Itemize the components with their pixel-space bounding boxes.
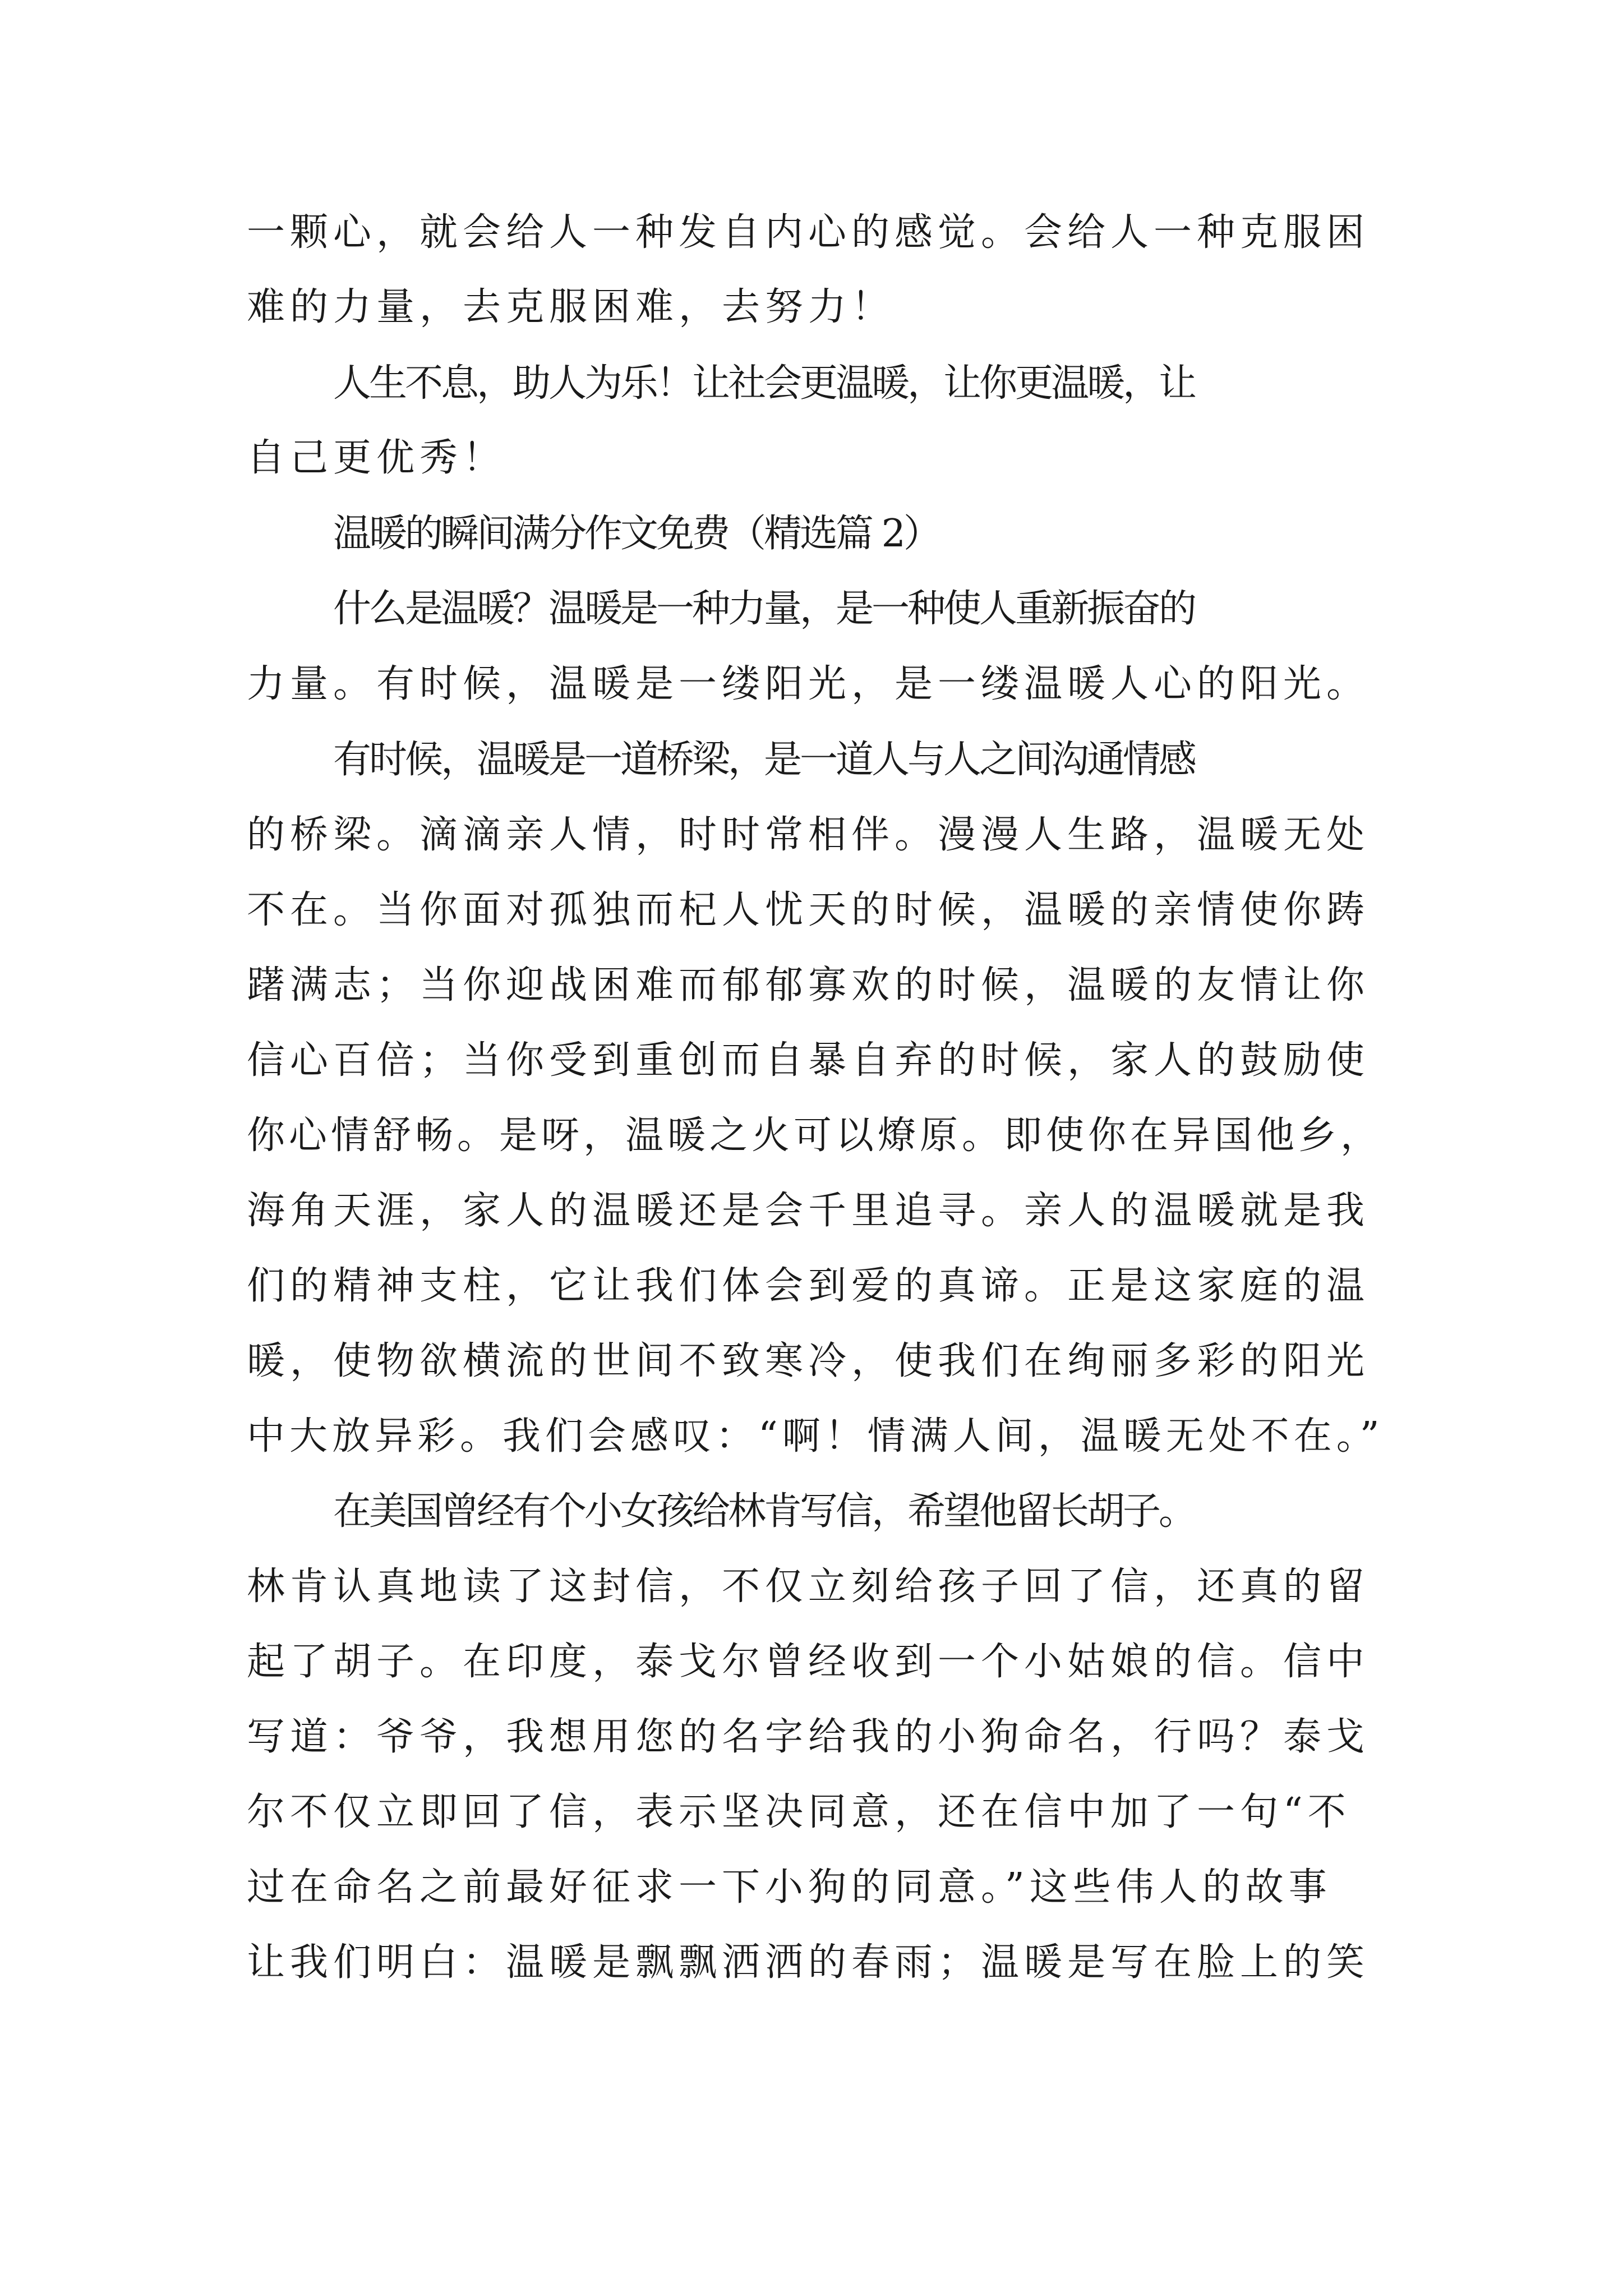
text-line-4: 自己更优秀！ (247, 436, 506, 480)
text-line-3: 人生不息，助人为乐！让社会更温暖，让你更温暖，让 (333, 361, 1195, 406)
text-line-7: 力量。有时候，温暖是一缕阳光，是一缕温暖人心的阳光。 (247, 662, 1370, 706)
text-line-10: 不在。当你面对孤独而杞人忧天的时候，温暖的亲情使你踌 (247, 888, 1370, 932)
text-line-11: 躇满志；当你迎战困难而郁郁寡欢的时候，温暖的友情让你 (247, 963, 1370, 1007)
text-line-21: 写道：爷爷，我想用您的名字给我的小狗命名，行吗？泰戈 (247, 1715, 1370, 1759)
text-line-18: 在美国曾经有个小女孩给林肯写信，希望他留长胡子。 (333, 1489, 1195, 1534)
text-line-6: 什么是温暖？温暖是一种力量，是一种使人重新振奋的 (333, 587, 1195, 631)
text-line-12: 信心百倍；当你受到重创而自暴自弃的时候，家人的鼓励使 (247, 1038, 1370, 1083)
text-line-19: 林肯认真地读了这封信，不仅立刻给孩子回了信，还真的留 (247, 1565, 1370, 1609)
text-line-9: 的桥梁。滴滴亲人情，时时常相伴。漫漫人生路，温暖无处 (247, 813, 1370, 857)
text-line-1: 一颗心，就会给人一种发自内心的感觉。会给人一种克服困 (247, 210, 1370, 255)
text-line-2: 难的力量，去克服困难，去努力！ (247, 285, 895, 329)
text-line-20: 起了胡子。在印度，泰戈尔曾经收到一个小姑娘的信。信中 (247, 1640, 1370, 1684)
text-line-15: 们的精神支柱，它让我们体会到爱的真谛。正是这家庭的温 (247, 1264, 1370, 1308)
text-line-23: 过在命名之前最好征求一下小狗的同意。”这些伟人的故事 (247, 1865, 1332, 1910)
text-line-8: 有时候，温暖是一道桥梁，是一道人与人之间沟通情感 (333, 738, 1195, 782)
section-heading: 温暖的瞬间满分作文免费（精选篇 2） (333, 512, 939, 556)
text-line-16: 暖，使物欲横流的世间不致寒冷，使我们在绚丽多彩的阳光 (247, 1339, 1370, 1383)
text-line-13: 你心情舒畅。是呀，温暖之火可以燎原。即使你在异国他乡， (247, 1114, 1383, 1158)
text-line-14: 海角天涯，家人的温暖还是会千里追寻。亲人的温暖就是我 (247, 1189, 1370, 1233)
text-line-22: 尔不仅立即回了信，表示坚决同意，还在信中加了一句“不 (247, 1790, 1351, 1834)
text-line-17: 中大放异彩。我们会感叹：“啊！情满人间，温暖无处不在。” (247, 1414, 1384, 1458)
text-line-24: 让我们明白：温暖是飘飘洒洒的春雨；温暖是写在脸上的笑 (247, 1940, 1370, 1985)
